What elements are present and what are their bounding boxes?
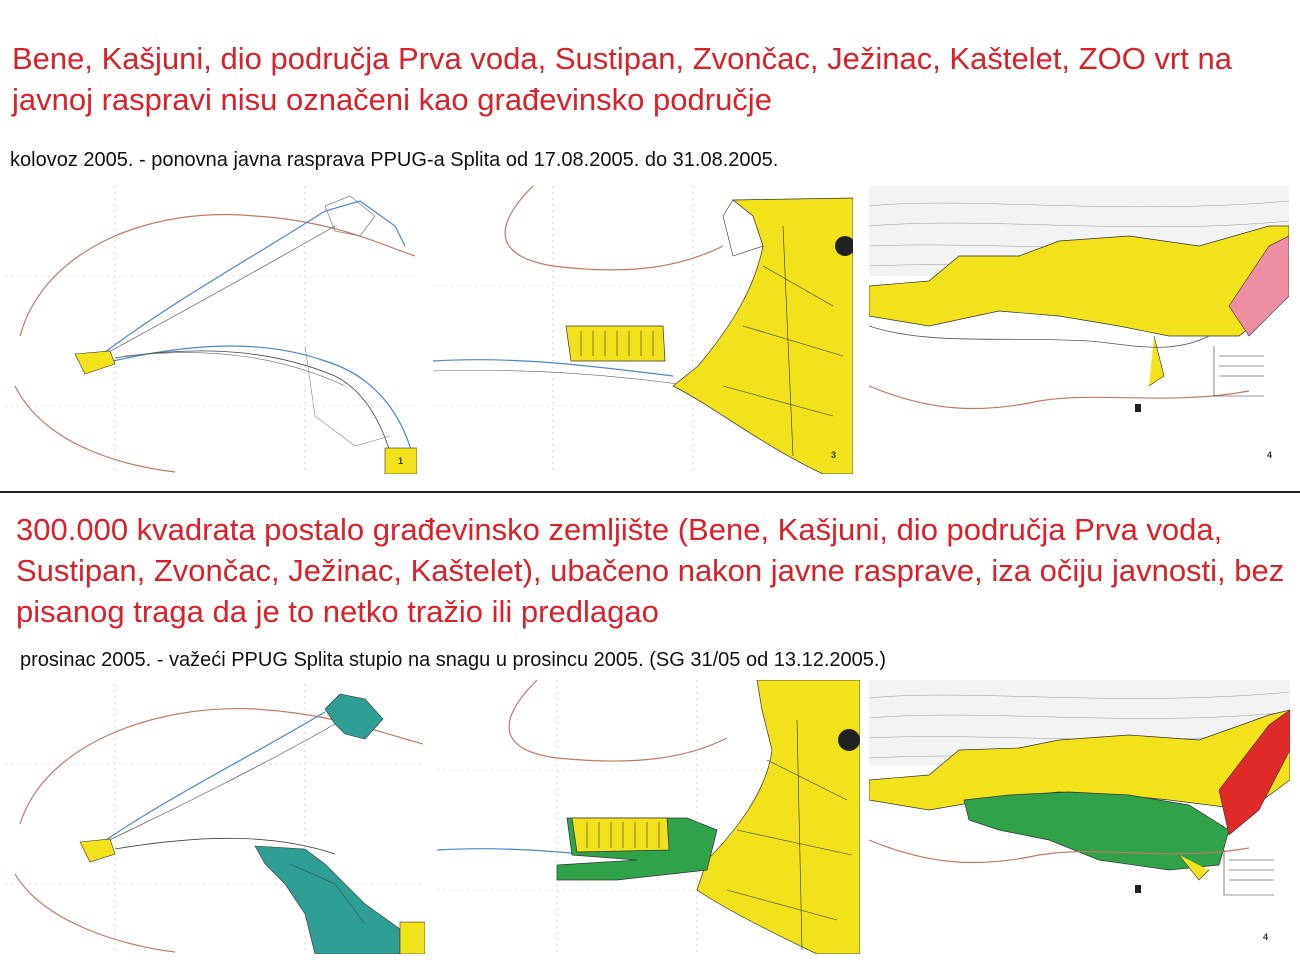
map-top-west-peninsula xyxy=(5,186,417,474)
map-bottom-port-area xyxy=(437,680,860,954)
map-page-number: 1 xyxy=(398,456,404,466)
top-headline: Bene, Kašjuni, dio područja Prva voda, Sustipan, Zvončac, Ježinac, Kaštelet, ZOO vrt na javnoj raspravi nisu označeni kao građevinsko područje xyxy=(12,41,1232,117)
map-page-number: 4 xyxy=(1267,450,1273,460)
map-bottom-east-coast xyxy=(869,680,1290,954)
map-top-east-coast xyxy=(869,186,1289,474)
bottom-headline: 300.000 kvadrata postalo građevinsko zemljište (Bene, Kašjuni, dio područja Prva voda, Sustipan, Zvončac, Ježinac, Kaštelet), ubačeno nakon javne rasprave, iza očiju javnosti, bez pisanog traga da je to netko tražio ili predlagao xyxy=(16,512,1285,629)
map-top-port-area xyxy=(433,186,853,474)
top-subtitle: kolovoz 2005. - ponovna javna rasprava PPUG-a Splita od 17.08.2005. do 31.08.2005. xyxy=(10,149,779,171)
map-page-number: 4 xyxy=(1263,932,1269,942)
map-page-number: 3 xyxy=(831,450,837,460)
map-bottom-west-peninsula xyxy=(5,684,425,954)
bottom-subtitle: prosinac 2005. - važeći PPUG Splita stupio na snagu u prosincu 2005. (SG 31/05 od 13.12.2005.) xyxy=(20,649,887,671)
section-divider xyxy=(0,491,1300,493)
